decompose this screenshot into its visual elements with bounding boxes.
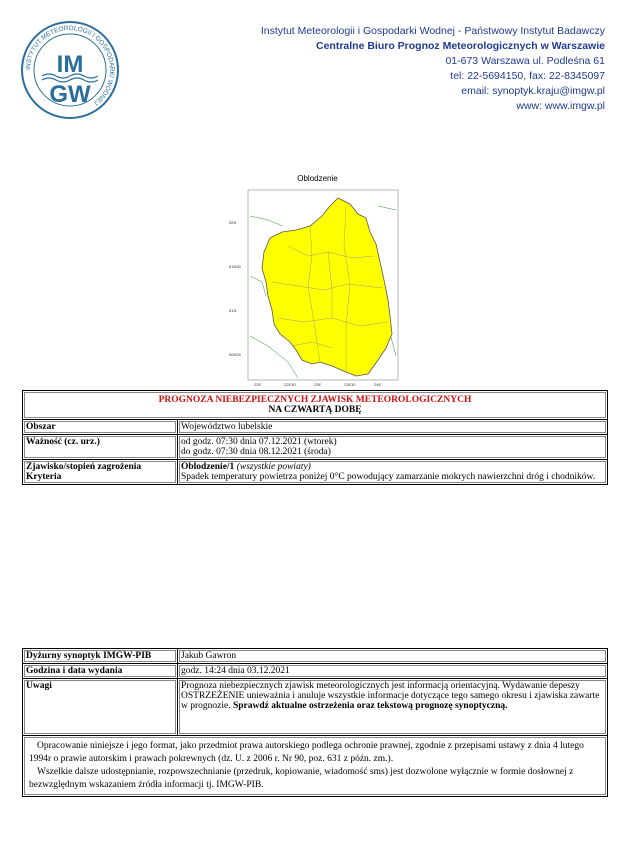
- map-title: Oblodzenie: [297, 174, 338, 183]
- x-tick-22E30: 22E30: [284, 382, 296, 386]
- validity-value: [178, 435, 608, 460]
- logo-letters-top: IM: [56, 51, 84, 78]
- institute-name: Instytut Meteorologii i Gospodarki Wodnej - Państwowy Instytut Badawczy: [260, 25, 605, 37]
- area-value: Województwo lubelskie: [178, 420, 608, 435]
- phenomenon-description: Spadek temperatury powietrza poniżej 0°C powodujący zamarzanie mokrych nawierzchni dróg i chodników.: [181, 472, 596, 482]
- phenomenon-scope: (wszystkie powiaty): [236, 462, 311, 472]
- imgw-logo: [20, 20, 120, 120]
- area-label: Obszar: [23, 420, 178, 435]
- notes-text: Prognoza niebezpiecznych zjawisk meteorologicznych jest informacją orientacyjną. Wydawanie depeszy OSTRZEŻENIE unieważnia i anuluje wszystkie informacje dotyczące tego samego okresu i zjawiska zawarte w prognozie.: [181, 681, 600, 711]
- synoptic-value: Jakub Gawron: [178, 649, 608, 664]
- criteria-label: Kryteria: [26, 472, 62, 482]
- x-tick-22E: 22E: [254, 382, 262, 386]
- email: email: synoptyk.kraju@imgw.pl: [461, 85, 605, 97]
- synoptic-label: Dyżurny synoptyk IMGW-PIB: [23, 649, 178, 664]
- copyright-line1: Opracowanie niniejsze i jego format, jako przedmiot prawa autorskiego podlega ochronie prawnej, zgodnie z przepisami ustawy z dnia 4 lutego 1994r o prawie autorskim i prawach pokrewnych (dz. U. z 2006 r. Nr 90, poz. 631 z późn. zm.).: [29, 741, 584, 764]
- issued-label: Godzina i data wydania: [23, 664, 178, 679]
- copyright-line2: Wszelkie dalsze udostępnianie, rozpowszechnianie (przedruk, kopiowanie, wiadomość sms) jest dozwolone wyłącznie w formie dosłownej z bezwzględnym wskazaniem źródła informacji tj. IMGW-PIB.: [29, 767, 574, 790]
- issued-value: godz. 14:24 dnia 03.12.2021: [178, 664, 608, 679]
- headline-red: PROGNOZA NIEBEZPIECZNYCH ZJAWISK METEOROLOGICZNYCH: [158, 395, 472, 405]
- website: www: www.imgw.pl: [516, 100, 605, 112]
- x-tick-23E: 23E: [314, 382, 322, 386]
- validity-label: Ważność (cz. urz.): [23, 435, 178, 460]
- y-tick-52N: 52N: [229, 220, 237, 225]
- institute-header: [261, 24, 605, 114]
- x-tick-24E: 24E: [374, 382, 382, 386]
- headline-black: NA CZWARTĄ DOBĘ: [268, 405, 362, 415]
- notes-bold: Sprawdź aktualne ostrzeżenia oraz tekstową prognozę synoptyczną.: [232, 701, 508, 711]
- info-table: [22, 648, 608, 797]
- validity-from: od godz. 07:30 dnia 07.12.2021 (wtorek): [181, 437, 337, 447]
- forecast-table: [22, 390, 608, 485]
- phenomenon-name: Oblodzenie/1: [181, 462, 235, 472]
- y-tick-51N30: 51N30: [229, 264, 241, 269]
- region-map: [228, 186, 404, 386]
- logo-ring-text: INSTYTUT METEOROLOGII I GOSPODARKI WODNEJ: [24, 24, 116, 107]
- office-name: Centralne Biuro Prognoz Meteorologicznych w Warszawie: [316, 40, 605, 52]
- phenomenon-label: Zjawisko/stopień zagrożenia: [26, 462, 142, 472]
- y-tick-50N30: 50N30: [229, 352, 241, 357]
- forecast-headline: [23, 391, 608, 420]
- notes-label: Uwagi: [23, 679, 178, 736]
- logo-letters-bottom: GW: [49, 81, 91, 108]
- notes-value: [178, 679, 608, 736]
- x-tick-23E30: 23E30: [344, 382, 356, 386]
- phenomenon-value: [178, 460, 608, 485]
- phenomenon-labels: [23, 460, 178, 485]
- phone-fax: tel: 22-5694150, fax: 22-8345097: [450, 70, 605, 82]
- validity-to: do godz. 07:30 dnia 08.12.2021 (środa): [181, 447, 331, 457]
- address: 01-673 Warszawa ul. Podleśna 61: [445, 55, 605, 67]
- y-tick-51N: 51N: [229, 308, 237, 313]
- copyright-footer: [23, 736, 608, 797]
